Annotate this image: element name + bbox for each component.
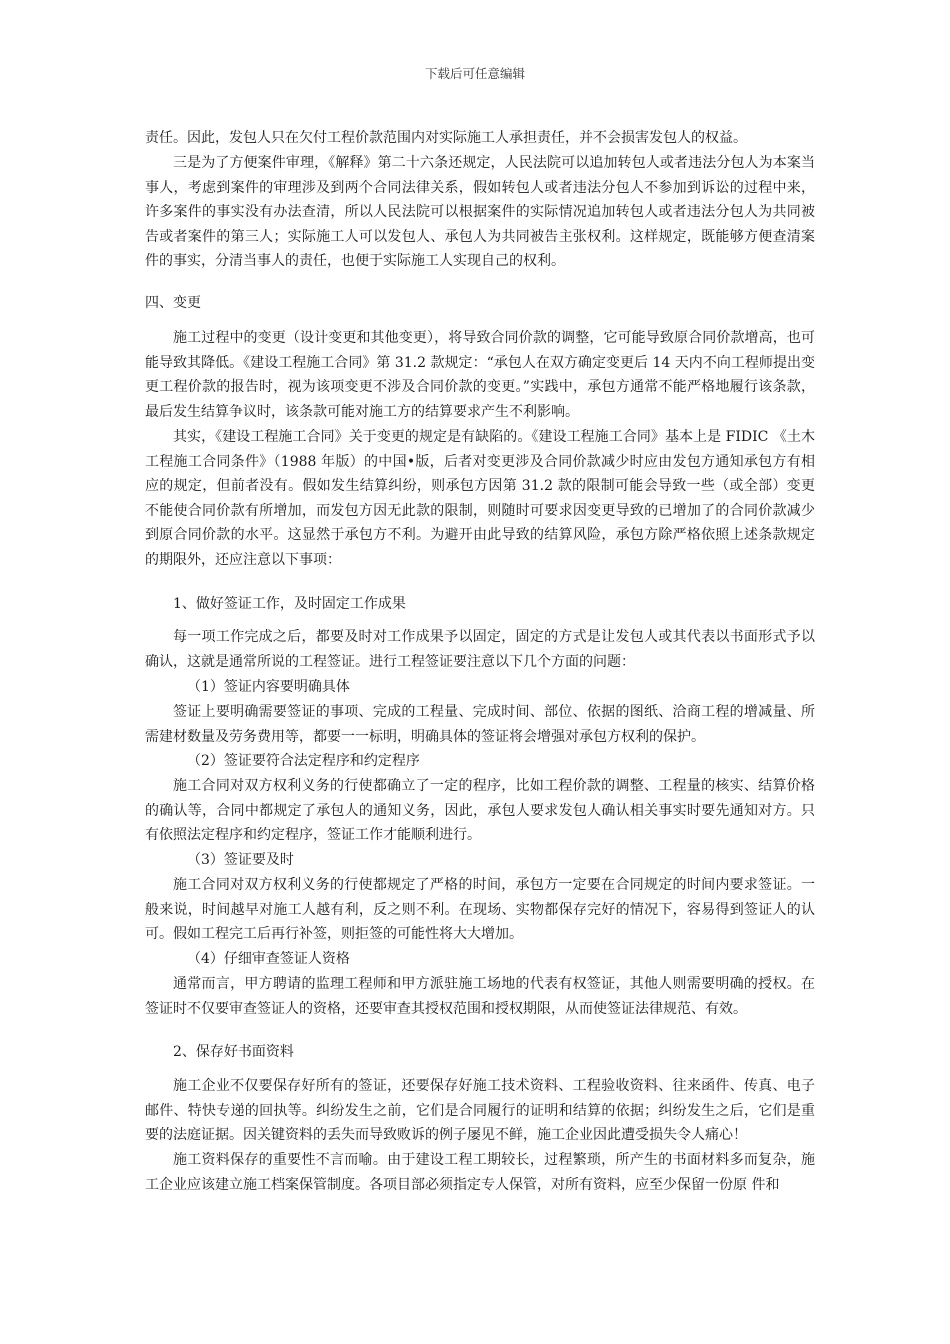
paragraph: 施工过程中的变更（设计变更和其他变更），将导致合同价款的调整，它可能导致原合同价款增高，也可能导致其降低。《建设工程施工合同》第 31.2 款规定：“承包人在双方确定变更后 14 天内不向工程师提出变更工程价款的报告时，视为该项变更不涉及合同价款的变更。”实践中，承包方通常不能严格地履行该条款，最后发生结算争议时，该条款可能对施工方的结算要求产生不利影响。 xyxy=(145,330,815,420)
paragraph: 施工合同对双方权利义务的行使都规定了严格的时间，承包方一定要在合同规定的时间内要求签证。一般来说，时间越早对施工人越有利，反之则不利。在现场、实物都保存完好的情况下，容易得到签证人的认可。假如工程完工后再行补签，则拒签的可能性将大大增加。 xyxy=(145,877,815,943)
paragraph: 其实，《建设工程施工合同》关于变更的规定是有缺陷的。《建设工程施工合同》基本上是 FIDIC 《土木工程施工合同条件》（1988 年版）的中国•版，后者对变更涉及合同价款减少时应由发包方通知承包方有相应的规定，但前者没有。假如发生结算纠纷，则承包方因第 31.2 款的限制可能会导致一些（或全部）变更不能使合同价款有所增加，而发包方因无此款的限制，则随时可要求因变更导致的已增加了的合同价款减少到原合同价款的水平。这显然于承包方不利。为避开由此导致的结算风险，承包方除严格依照上述条款规定的期限外，还应注意以下事项： xyxy=(145,429,815,568)
item-heading: （1）签证内容要明确具体 xyxy=(187,679,350,695)
section-heading: 四、变更 xyxy=(145,295,201,311)
subsection-heading: 2、保存好书面资料 xyxy=(173,1044,294,1060)
page-header: 下载后可任意编辑 xyxy=(424,66,525,81)
item-heading: （3）签证要及时 xyxy=(187,852,294,868)
paragraph: 责任。因此，发包人只在欠付工程价款范围内对实际施工人承担责任，并不会损害发包人的权益。 xyxy=(145,130,747,146)
paragraph: 施工资料保存的重要性不言而喻。由于建设工程工期较长，过程繁琐，所产生的书面材料多而复杂，施工企业应该建立施工档案保管制度。各项目部必须指定专人保管，对所有资料，应至少保留一份原 件和 xyxy=(145,1152,815,1193)
paragraph: 施工企业不仅要保存好所有的签证，还要保存好施工技术资料、工程验收资料、往来函件、传真、电子邮件、特快专递的回执等。纠纷发生之前，它们是合同履行的证明和结算的依据；纠纷发生之后，它们是重要的法庭证据。因关键资料的丢失而导致败诉的例子屡见不鲜，施工企业因此遭受损失令人痛心！ xyxy=(145,1078,815,1144)
item-heading: （4）仔细审查签证人资格 xyxy=(187,951,350,967)
paragraph: 通常而言，甲方聘请的监理工程师和甲方派驻施工场地的代表有权签证，其他人则需要明确的授权。在签证时不仅要审查签证人的资格，还要审查其授权范围和授权期限，从而使签证法律规范、有效。 xyxy=(145,976,815,1017)
paragraph: 签证上要明确需要签证的事项、完成的工程量、完成时间、部位、依据的图纸、洽商工程的增减量、所需建材数量及劳务费用等，都要一一标明，明确具体的签证将会增强对承包方权利的保护。 xyxy=(145,704,815,745)
paragraph: 三是为了方便案件审理，《解释》第二十六条还规定，人民法院可以追加转包人或者违法分包人为本案当事人，考虑到案件的审理涉及到两个合同法律关系，假如转包人或者违法分包人不参加到诉讼的过程中来，许多案件的事实没有办法查清，所以人民法院可以根据案件的实际情况追加转包人或者违法分包人为共同被告或者案件的第三人；实际施工人可以发包人、承包人为共同被告主张权利。这样规定，既能够方便查清案件的事实，分清当事人的责任，也便于实际施工人实现自己的权利。 xyxy=(145,155,815,270)
item-heading: （2）签证要符合法定程序和约定程序 xyxy=(187,753,420,769)
paragraph: 每一项工作完成之后，都要及时对工作成果予以固定，固定的方式是让发包人或其代表以书面形式予以确认，这就是通常所说的工程签证。进行工程签证要注意以下几个方面的问题： xyxy=(145,629,815,670)
paragraph: 施工合同对双方权利义务的行使都确立了一定的程序，比如工程价款的调整、工程量的核实、结算价格的确认等，合同中都规定了承包人的通知义务，因此，承包人要求发包人确认相关事实时要先通知对方。只有依照法定程序和约定程序，签证工作才能顺利进行。 xyxy=(145,778,815,844)
subsection-heading: 1、做好签证工作，及时固定工作成果 xyxy=(173,596,406,612)
